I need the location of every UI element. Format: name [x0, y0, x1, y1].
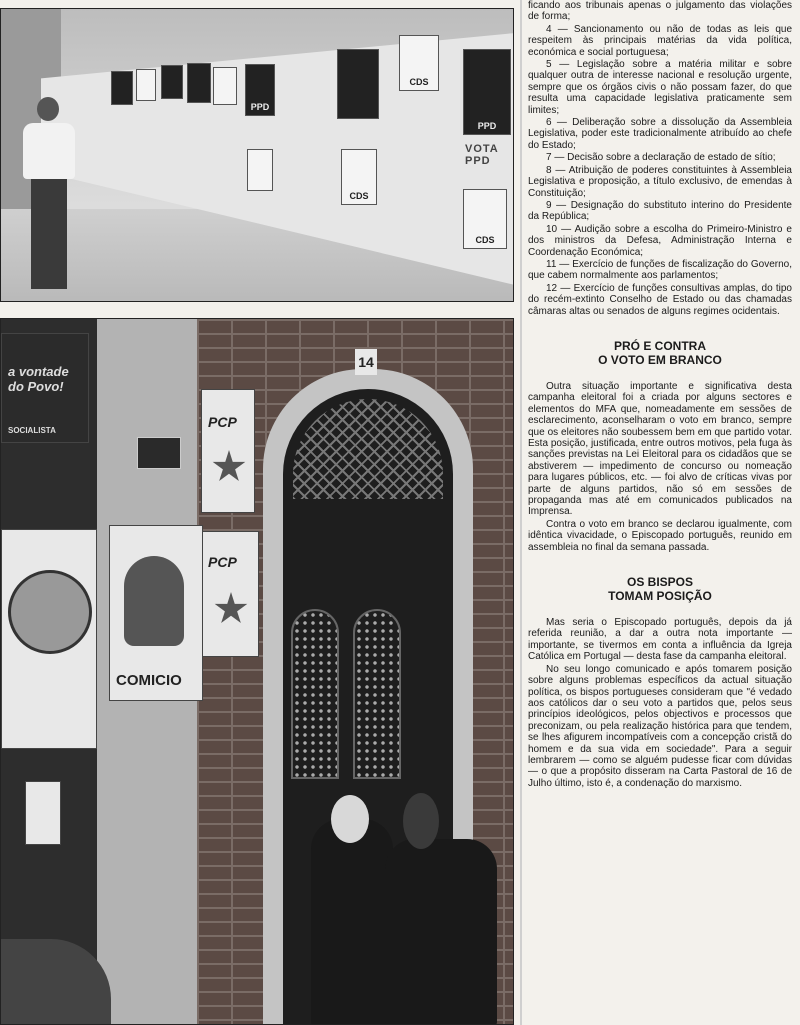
poster-slogan: VOTA PPD [465, 143, 499, 167]
article-column [528, 0, 792, 1025]
poster-slogan: a vontade do Povo! [8, 364, 69, 394]
person-woman [311, 819, 393, 1025]
article-paragraph: 10 — Audição sobre a escolha do Primeiro-Ministro e dos ministros da Defesa, Administração Interna e Coordenação Económica; [528, 223, 792, 258]
column-divider [520, 0, 522, 1025]
poster-party: PCP [208, 414, 237, 430]
section-heading [528, 575, 792, 603]
article-paragraph: Contra o voto em branco se declarou igualmente, com idêntica vivacidade, o Episcopado português, reunido em assembleia no final da semana passada. [528, 518, 792, 553]
article-paragraph: 5 — Legislação sobre a matéria militar e sobre qualquer outra de interesse nacional e resolução urgente, sempre que os órgãos civis o não possam fazer, do que resulta uma capacidade legislativa praticamente sem limites; [528, 59, 792, 116]
article-paragraph: 9 — Designação do substituto interino do Presidente da República; [528, 199, 792, 223]
poster-label: CDS [349, 191, 369, 201]
person-man [385, 839, 497, 1025]
party-poster [161, 65, 183, 99]
party-poster [463, 189, 507, 249]
section-heading-line: PRÓ E CONTRA [613, 338, 706, 353]
poster-party: PCP [208, 554, 237, 570]
poster-comicio [109, 525, 203, 701]
party-poster [136, 69, 156, 101]
article-paragraph: 6 — Deliberação sobre a dissolução da Assembleia Legislativa, poder este tradicionalmente atribuído ao chefe do Estado; [528, 117, 792, 151]
article-paragraph: Outra situação importante e significativa desta campanha eleitoral foi a criada por alguns sectores e elementos do MFA que, nomeadamente em sessões de esclarecimento, aconselharam o voto em branco, sempre que os eleitores não soubessem bem em que partido votar. Esta posição, justificada, entre outros motivos, pela fuga às sanções previstas na Lei Eleitoral para os cidadãos que se abstiverem — impedimento de concurso ou nomeação para lugares públicos, etc. — foi alvo de críticas vivas por parte de alguns partidos, não só em sessões de propaganda mas até em comunicados publicados na Imprensa. [528, 380, 792, 518]
article-paragraph: 4 — Sancionamento ou não de todas as leis que respeitem às principais matérias da vida política, económica e social portuguesa; [528, 23, 792, 58]
poster-party: SOCIALISTA [8, 426, 56, 435]
door-panel [353, 609, 401, 779]
poster-label: PPD [477, 121, 497, 131]
section-heading-line: OS BISPOS [626, 575, 694, 590]
poster-collage [1, 529, 97, 749]
street-sign [137, 437, 181, 469]
party-poster [399, 35, 439, 91]
poster-label: PPD [250, 102, 270, 112]
poster-label: CDS [409, 77, 429, 87]
door-panel [291, 609, 339, 779]
article-paragraph: 12 — Exercício de funções consultivas amplas, do tipo do recém-extinto Conselho de Estado ou das chamadas câmaras altas ou senados de alguns regimes ocidentais. [528, 282, 792, 317]
article-paragraph: 8 — Atribuição de poderes constituintes à Assembleia Legislativa e proposição, a título exclusivo, de emendas à Constituição; [528, 164, 792, 199]
poster-socialista [1, 333, 89, 443]
party-poster [187, 63, 211, 103]
article-paragraph: 11 — Exercício de funções de fiscalização do Governo, que cabem normalmente aos parlamentos; [528, 258, 792, 282]
article-paragraph: ficando aos tribunais apenas o julgamento das violações de forma; [528, 0, 792, 23]
photo-poster-wall [0, 8, 514, 302]
party-poster [245, 64, 275, 116]
article-paragraph: 7 — Decisão sobre a declaração de estado de sítio; [546, 152, 776, 164]
poster-label: CDS [475, 235, 495, 245]
pedestrian [17, 97, 81, 297]
article-paragraph: No seu longo comunicado e após tomarem posição sobre alguns problemas específicos da actual situação política, os bispos portugueses consideram que "é vedado aos católicos dar o seu voto a partidos que, pelos seus princípios ideológicos, pelos objectivos e processos que preconizam, ou pela realização histórica para que tendem, se lhes afigurem incompatíveis com a concepção cristã do homem e da sua vida em sociedade". Para a seguir lembrarem — como se alguém pudesse ficar com dúvidas — o que a propósito disseram na Carta Pastoral de 16 de Julho último, isto é, a condenação do marxismo. [528, 663, 792, 789]
section-heading [528, 339, 792, 367]
person-face [331, 795, 369, 843]
photo-doorway [0, 318, 514, 1025]
poster-pcp [201, 531, 259, 657]
article-paragraph: Mas seria o Episcopado português, depois da já referida reunião, a dar a outra nota importante — importante, se tivermos em conta a influência da Igreja Católica em Portugal — desta fase da campanha eleitoral. [528, 617, 792, 663]
poster-pcp [201, 389, 255, 513]
notice-sheet [25, 781, 61, 845]
party-poster [337, 49, 379, 119]
party-poster [463, 49, 511, 135]
party-poster [213, 67, 237, 105]
section-heading-line: O VOTO EM BRANCO [598, 352, 722, 367]
house-number: 14 [355, 349, 377, 375]
person-face [403, 793, 439, 849]
party-poster [341, 149, 377, 205]
party-poster [247, 149, 273, 191]
section-heading-line: TOMAM POSIÇÃO [608, 589, 712, 604]
poster-title: COMICIO [116, 672, 182, 689]
party-poster [111, 71, 133, 105]
